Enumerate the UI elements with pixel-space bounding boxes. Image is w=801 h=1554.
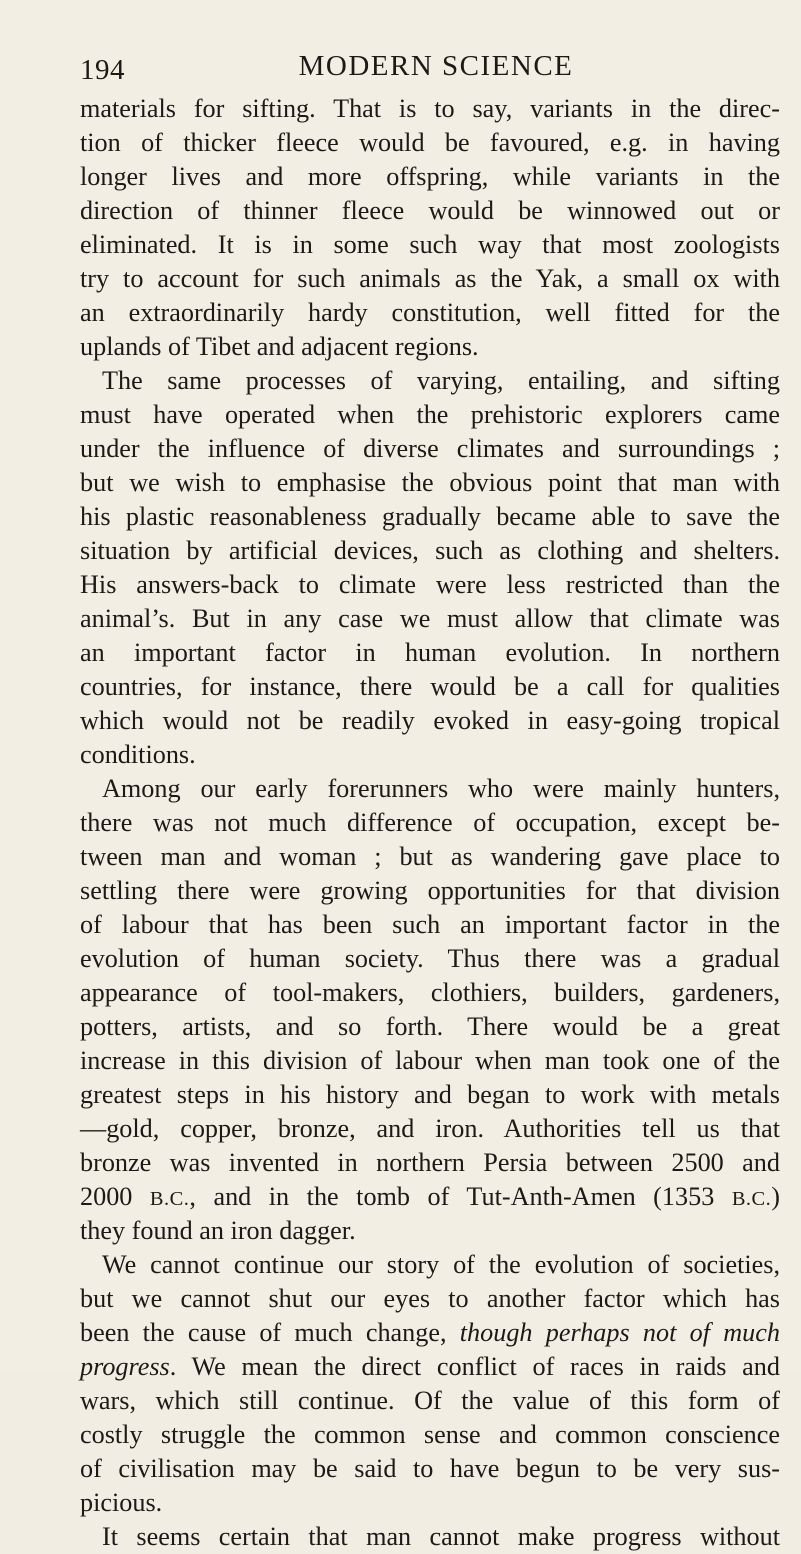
text-line: Among our early forerunners who were mainly hunters, [102,774,780,803]
small-caps-abbrev: B.C. [149,1188,190,1210]
running-head: MODERN SCIENCE [298,50,574,82]
text-line: situation by artificial devices, such as clothing and shelters. [80,536,780,565]
body-text [80,92,780,1554]
text-line: picious. [80,1488,163,1517]
text-line: an important factor in human evolution. In northern [80,638,780,667]
text-line: of labour that has been such an important factor in the [80,910,780,939]
text-line: his plastic reasonableness gradually became able to save the [80,502,780,531]
text-run: been the cause of much change, [80,1318,460,1347]
page-number: 194 [80,54,125,86]
text-line [80,1180,780,1214]
text-line: conditions. [80,740,196,769]
text-run: , and in the tomb of Tut-Anth-Amen (1353 [189,1182,732,1211]
text-line: try to account for such animals as the Yak, a small ox with [80,264,780,293]
text-line: The same processes of varying, entailing, and sifting [102,366,780,395]
text-line: but we wish to emphasise the obvious point that man with [80,468,780,497]
text-line: countries, for instance, there would be a call for qualities [80,672,780,701]
italic-phrase: progress [80,1352,170,1381]
text-line: there was not much difference of occupation, except be- [80,808,780,837]
text-line [80,1316,780,1350]
text-line: It seems certain that man cannot make progress without [102,1522,780,1551]
text-line: potters, artists, and so forth. There would be a great [80,1012,780,1041]
text-line: tween man and woman ; but as wandering gave place to [80,842,780,871]
text-line: uplands of Tibet and adjacent regions. [80,332,479,361]
text-line: materials for sifting. That is to say, variants in the direc- [80,94,780,123]
text-line: greatest steps in his history and began to work with metals [80,1080,780,1109]
text-line: which would not be readily evoked in easy-going tropical [80,706,780,735]
text-line: costly struggle the common sense and common conscience [80,1420,780,1449]
text-run: 2000 [80,1182,150,1211]
text-line: appearance of tool-makers, clothiers, builders, gardeners, [80,978,780,1007]
text-line: settling there were growing opportunities for that division [80,876,780,905]
text-line: His answers-back to climate were less restricted than the [80,570,780,599]
text-line: eliminated. It is in some such way that most zoologists [80,230,780,259]
text-line: —gold, copper, bronze, and iron. Authorities tell us that [80,1114,780,1143]
text-line: direction of thinner fleece would be winnowed out or [80,196,780,225]
text-line [80,1350,780,1384]
text-line: under the influence of diverse climates and surroundings ; [80,434,780,463]
text-line: increase in this division of labour when man took one of the [80,1046,780,1075]
page-header [80,48,770,88]
text-line: must have operated when the prehistoric explorers came [80,400,780,429]
text-line: animal’s. But in any case we must allow that climate was [80,604,780,633]
small-caps-abbrev: B.C. [731,1188,772,1210]
text-run: ) [771,1182,781,1211]
text-line: they found an iron dagger. [80,1216,356,1245]
text-line: of civilisation may be said to have begun to be very sus- [80,1454,780,1483]
text-line: but we cannot shut our eyes to another factor which has [80,1284,780,1313]
text-line: We cannot continue our story of the evolution of societies, [102,1250,780,1279]
text-line: an extraordinarily hardy constitution, well fitted for the [80,298,780,327]
text-line: bronze was invented in northern Persia between 2500 and [80,1148,780,1177]
text-line: tion of thicker fleece would be favoured, e.g. in having [80,128,780,157]
text-line: wars, which still continue. Of the value of this form of [80,1386,780,1415]
text-run: . We mean the direct conflict of races in raids and [169,1352,780,1381]
italic-phrase: though perhaps not of much [459,1318,780,1347]
text-line: evolution of human society. Thus there was a gradual [80,944,780,973]
text-line: longer lives and more offspring, while variants in the [80,162,780,191]
